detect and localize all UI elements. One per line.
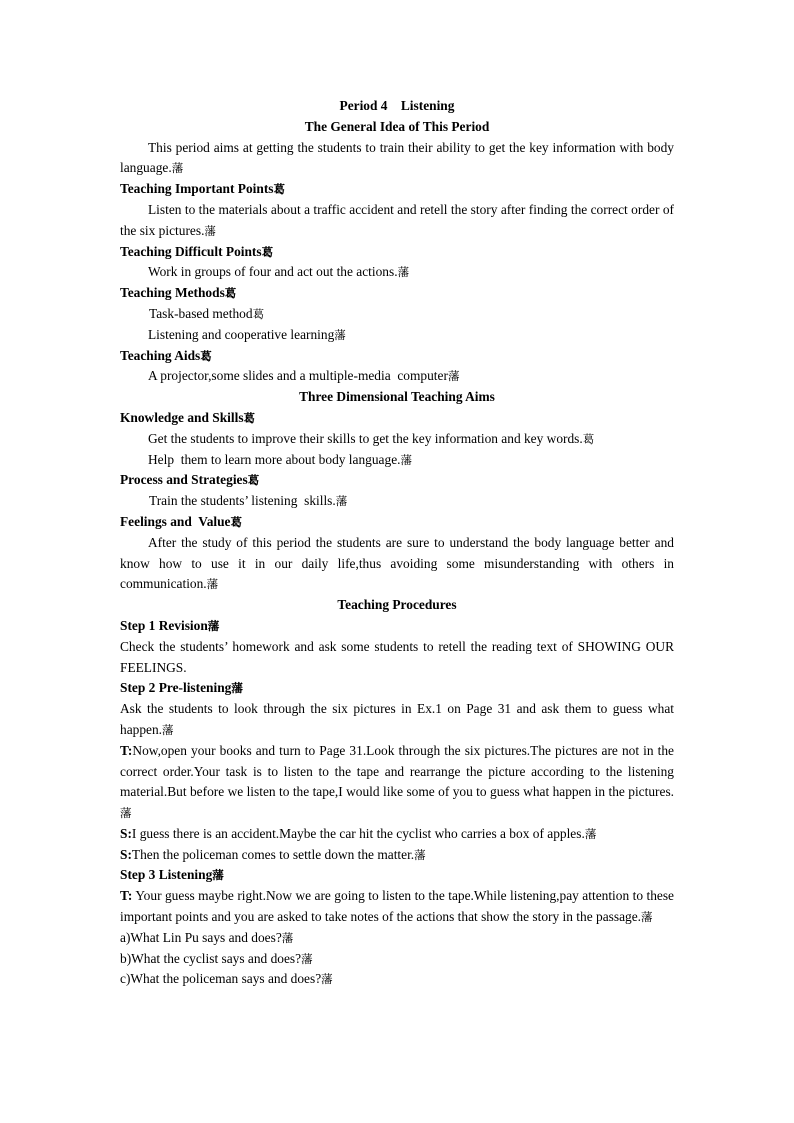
methods-heading: Teaching Methods葛: [120, 285, 237, 301]
important-points-heading: Teaching Important Points葛: [120, 181, 286, 197]
step2-student-line-1: S:I guess there is an accident.Maybe the car hit the cyclist who carries a box of apples.藩: [120, 825, 597, 841]
methods-item-1: Task-based method葛: [149, 305, 265, 321]
step2-text: Ask the students to look through the six pictures in Ex.1 on Page 31 and ask them to guess what happen.藩: [120, 701, 674, 737]
aims-heading: Three Dimensional Teaching Aims: [299, 389, 495, 405]
methods-item-2: Listening and cooperative learning藩: [148, 326, 346, 342]
step3-question-b: b)What the cyclist says and does?藩: [120, 950, 313, 966]
difficult-points-heading: Teaching Difficult Points葛: [120, 243, 274, 259]
process-heading: Process and Strategies葛: [120, 472, 260, 488]
document-page: [120, 96, 674, 990]
knowledge-item-1: Get the students to improve their skills to get the key information and key words.葛: [148, 430, 595, 446]
step2-heading: Step 2 Pre-listening藩: [120, 680, 243, 696]
step3-heading: Step 3 Listening藩: [120, 867, 224, 883]
speaker-label: T:: [120, 888, 133, 904]
process-text: Train the students’ listening skills.藩: [149, 493, 348, 509]
procedures-heading: Teaching Procedures: [337, 597, 457, 613]
step2-teacher-line: T:Now,open your books and turn to Page 31.Look through the six pictures.The pictures are not in the correct order.Your task is to listen to the tape and rearrange the picture according to the listening material.But before we listen to the tape,I would like some of you to guess what happen in the pictures.藩: [120, 742, 674, 821]
step3-teacher-line: T: Your guess maybe right.Now we are going to listen to the tape.While listening,pay attention to these important points and you are asked to take notes of the actions that show the story in the passage.藩: [120, 888, 674, 925]
knowledge-heading: Knowledge and Skills葛: [120, 409, 256, 425]
step2-student-line-2: S:Then the policeman comes to settle down the matter.藩: [120, 846, 426, 862]
step1-text: Check the students’ homework and ask some students to retell the reading text of SHOWING OUR FEELINGS.: [120, 638, 674, 675]
aids-heading: Teaching Aids葛: [120, 347, 212, 363]
feelings-heading: Feelings and Value葛: [120, 513, 242, 529]
feelings-text: After the study of this period the students are sure to understand the body language better and know how to use it in our daily life,thus avoiding some misunderstanding with others in communication.藩: [120, 534, 674, 592]
aids-text: A projector,some slides and a multiple-media computer藩: [148, 368, 460, 384]
period-title: Period 4 Listening: [339, 98, 455, 113]
step1-heading: Step 1 Revision藩: [120, 617, 220, 633]
important-points-text: Listen to the materials about a traffic accident and retell the story after finding the correct order of the six pictures.藩: [120, 201, 674, 238]
general-idea-text: This period aims at getting the students to train their ability to get the key information with body language.藩: [120, 139, 674, 176]
step3-question-c: c)What the policeman says and does?藩: [120, 971, 333, 987]
general-idea-heading: The General Idea of This Period: [304, 118, 490, 134]
paragraph-mark: 藩: [171, 161, 184, 176]
speaker-label: T:: [120, 742, 133, 758]
difficult-points-text: Work in groups of four and act out the actions.藩: [148, 264, 410, 280]
knowledge-item-2: Help them to learn more about body language.藩: [148, 451, 412, 467]
step3-question-a: a)What Lin Pu says and does?藩: [120, 929, 294, 945]
speaker-label: S:: [120, 825, 132, 841]
speaker-label: S:: [120, 846, 132, 862]
